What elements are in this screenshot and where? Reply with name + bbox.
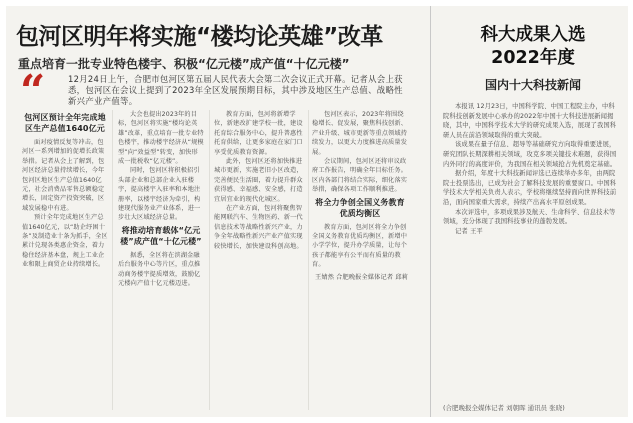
column-divider <box>112 110 113 410</box>
paragraph: 教育方面，包河将新增学位，新建改扩建学校一批，建设托育综合服务中心，提升普惠性托育供给，让更多家庭在家门口享受优质教育资源。 <box>214 111 303 156</box>
section-heading: 将推动培育载体“亿元楼”成产值“十亿元楼” <box>120 225 202 246</box>
paragraph: 包河区表示，2023年将围绕稳增长、促发展，聚焦科技创新、产业升级、城市更新等重点领域持续发力，以更大力度推进高质量发展。 <box>312 111 408 156</box>
article-column-4 <box>312 110 408 410</box>
paragraph: 预计全年完成地区生产总值1640亿元，以“助企纾困十条”及制造业十条为抓手，全区累计兑现各类惠企资金，着力稳住经济基本盘，规上工业企业和限上商贸企业持续增长。 <box>22 214 108 269</box>
paragraph: 据介绍，年度十大科技新闻评选已连续举办多年，由两院院士投票选出，已成为社会了解科技发展的重要窗口。中国科学技术大学相关负责人表示，学校将继续坚持面向世界科技前沿，面向国家重大需求，持续产出高水平原创成果。 <box>443 170 617 206</box>
article-headline: 包河区明年将实施“楼均论英雄”改革 <box>16 24 383 50</box>
column-divider <box>308 110 309 410</box>
right-article <box>430 6 628 417</box>
right-article-subtitle: 国内十大科技新闻 <box>484 78 581 92</box>
article-column-1 <box>22 110 108 410</box>
paragraph: 大会也提出2023年的目标，包河区将实施“楼均论英雄”改革，重点培育一批专业特色楼宇，推动楼宇经济从“规模型”向“效益型”转变，加快形成一批税收“亿元楼”。 <box>118 111 204 166</box>
paragraph: 据悉，全区将在滨湖金融后台服务中心等片区，重点推动商务楼宇提质增效，鼓励亿元楼向产值十亿元楼迈进。 <box>118 251 201 288</box>
paragraph: 本报讯 12月23日，中国科学院、中国工程院主办，中科院科技创新发展中心承办的2022年中国十大科技进展新闻揭晓，其中，中国科学技术大学的研究成果入选，展现了我国科研人员在前沿领域取得的重大突破。 <box>443 103 617 139</box>
article-byline: 王婧然 合肥晚报全媒体记者 邱莉 <box>315 273 408 281</box>
paragraph: 本次评选中，多项成果涉及航天、生命科学、信息技术等领域，充分体现了我国科技事业的蓬勃发展。 <box>443 208 616 226</box>
article-column-3 <box>214 110 304 410</box>
section-heading: 包河区预计全年完成地区生产总值1640亿元 <box>24 113 106 133</box>
paragraph: 记者 王平 <box>455 227 483 235</box>
article-column-2 <box>118 110 204 410</box>
article-subheadline: 重点培育一批专业特色楼宇、积极“亿元楼”成产值“十亿元楼” <box>18 57 350 71</box>
paragraph: 此外，包河区还将加快推进城市更新，实施老旧小区改造，完善便民生活圈，着力提升群众获得感、幸福感、安全感，打造宜居宜业的现代化城区。 <box>214 158 303 203</box>
paragraph: 教育方面，包河区将全力争创全国义务教育优质均衡区，新增中小学学位，提升办学质量，让每个孩子都能享有公平而有质量的教育。 <box>312 223 408 269</box>
right-article-title <box>445 24 621 70</box>
paragraph: 会议期间，包河区还将审议政府工作报告，明确全年目标任务。区内各部门将结合实际，细化落实举措，确保各项工作顺利推进。 <box>312 158 408 194</box>
paragraph: 同时，包河区将积极招引头部企业和总部企业入驻楼宇，提高楼宇入驻率和本地注册率，以楼宇经济为牵引，构建现代服务业产业体系，进一步壮大区域经济总量。 <box>118 167 201 222</box>
section-heading: 将全力争创全国义务教育优质均衡区 <box>315 197 405 218</box>
title-line-1: 科大成果入选 <box>480 25 586 45</box>
paragraph: 该成果在量子信息、超导等基础研究方向取得重要进展，研究团队长期深耕相关领域，攻克多项关键技术难题，获得国内外同行的高度评价，为我国在相关领域抢占先机奠定基础。 <box>443 141 617 168</box>
newspaper-page <box>6 6 628 417</box>
photo-credit: (合肥晚报全媒体记者 刘朝晖 通讯员 张晓) <box>443 404 565 412</box>
article-lead: 12月24日上午，合肥市包河区第五届人民代表大会第二次会议正式开幕。记者从会上获悉，包河区在会议上提到了2023年全区发展预期目标，其中涉及地区生产总值、战略性新兴产业产值等。 <box>68 74 403 106</box>
paragraph: 面对疫情反复等冲击，包河区一系列增加的促增长政策举措。记者从会上了解到，包河区经济总量持续增长，今年包河区地区生产总值1640亿元，社会消费品零售总额稳定增长，固定资产投资突破，区域发展稳中有进。 <box>22 139 105 212</box>
right-article-body <box>443 102 621 402</box>
quote-mark-icon: “ <box>20 66 46 117</box>
left-article <box>6 6 424 417</box>
title-line-2: 2022年度 <box>491 48 575 68</box>
column-divider <box>209 110 210 410</box>
paragraph: 在产业方面，包河将聚焦智能网联汽车、生物医药、新一代信息技术等战略性新兴产业，力争全年战略性新兴产业产值实现较快增长，加快建设科创高地。 <box>214 205 303 250</box>
